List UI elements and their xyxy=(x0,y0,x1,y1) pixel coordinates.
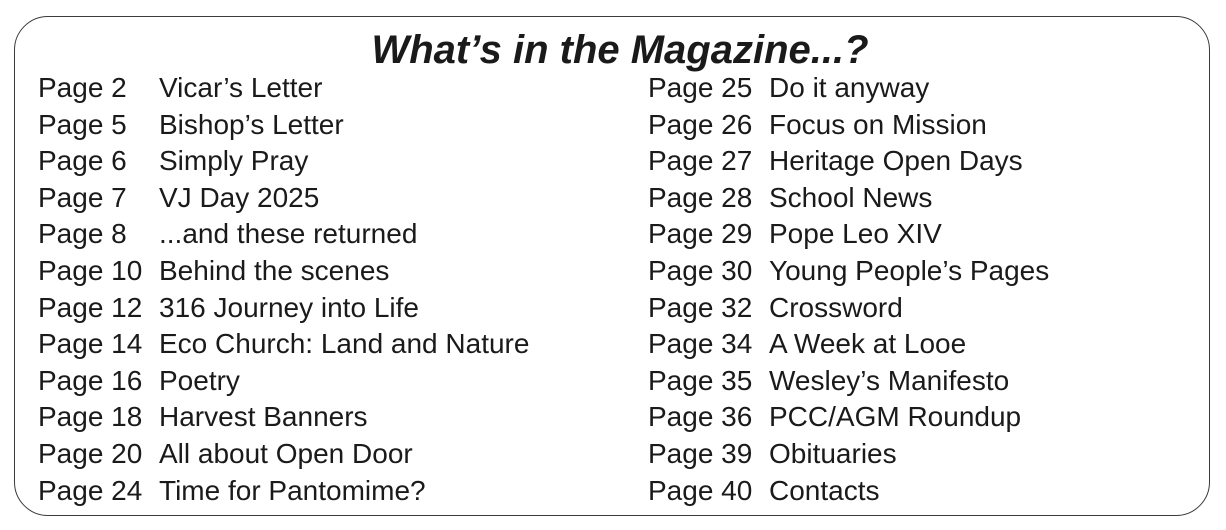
contents-entry xyxy=(38,290,529,327)
contents-entry xyxy=(648,326,1049,363)
contents-entry xyxy=(38,326,529,363)
contents-entry xyxy=(648,399,1049,436)
article-title: Focus on Mission xyxy=(769,108,987,140)
article-title: Pope Leo XIV xyxy=(769,218,942,250)
article-title: Behind the scenes xyxy=(159,254,390,286)
contents-entry xyxy=(38,473,529,510)
article-title: Contacts xyxy=(769,474,880,506)
article-title: VJ Day 2025 xyxy=(159,181,320,213)
contents-left-column xyxy=(38,70,529,509)
page-number: Page 7 xyxy=(38,181,127,213)
page-number: Page 5 xyxy=(38,108,127,140)
article-title: Simply Pray xyxy=(159,145,309,177)
article-title: Poetry xyxy=(159,364,240,396)
contents-entry xyxy=(648,70,1049,107)
contents-entry xyxy=(38,107,529,144)
article-title: Wesley’s Manifesto xyxy=(769,364,1010,396)
contents-entry xyxy=(38,180,529,217)
page-number: Page 20 xyxy=(38,437,143,469)
article-title: All about Open Door xyxy=(159,437,413,469)
page-number: Page 26 xyxy=(648,108,753,140)
article-title: 316 Journey into Life xyxy=(159,291,419,323)
page-number: Page 32 xyxy=(648,291,753,323)
page-number: Page 28 xyxy=(648,181,753,213)
article-title: Harvest Banners xyxy=(159,401,368,433)
contents-entry xyxy=(38,253,529,290)
article-title: A Week at Looe xyxy=(769,328,967,360)
contents-entry xyxy=(648,436,1049,473)
article-title: Crossword xyxy=(769,291,903,323)
contents-entry xyxy=(648,473,1049,510)
contents-entry xyxy=(648,180,1049,217)
page-number: Page 16 xyxy=(38,364,143,396)
page-number: Page 6 xyxy=(38,145,127,177)
contents-entry xyxy=(648,363,1049,400)
contents-title: What’s in the Magazine...? xyxy=(371,28,869,72)
page-number: Page 25 xyxy=(648,72,753,103)
article-title: Vicar’s Letter xyxy=(159,72,323,103)
article-title: Time for Pantomime? xyxy=(159,474,426,506)
contents-right-column xyxy=(648,70,1049,509)
page-number: Page 12 xyxy=(38,291,143,323)
page-number: Page 27 xyxy=(648,145,753,177)
article-title: ...and these returned xyxy=(159,218,418,250)
page-number: Page 40 xyxy=(648,474,753,506)
contents-entry xyxy=(648,253,1049,290)
contents-entry xyxy=(38,436,529,473)
contents-entry xyxy=(648,290,1049,327)
page-number: Page 35 xyxy=(648,364,753,396)
page-number: Page 36 xyxy=(648,401,753,433)
page-number: Page 29 xyxy=(648,218,753,250)
page-number: Page 8 xyxy=(38,218,127,250)
contents-entry xyxy=(38,399,529,436)
article-title: Do it anyway xyxy=(769,72,930,103)
contents-entry xyxy=(648,216,1049,253)
article-title: Bishop’s Letter xyxy=(159,108,344,140)
page-number: Page 30 xyxy=(648,254,753,286)
article-title: Eco Church: Land and Nature xyxy=(159,328,530,360)
page-number: Page 2 xyxy=(38,72,127,103)
page-number: Page 39 xyxy=(648,437,753,469)
article-title: Heritage Open Days xyxy=(769,145,1023,177)
contents-entry xyxy=(38,363,529,400)
article-title: School News xyxy=(769,181,933,213)
page-number: Page 14 xyxy=(38,328,143,360)
page-number: Page 18 xyxy=(38,401,143,433)
page-number: Page 34 xyxy=(648,328,753,360)
contents-entry xyxy=(38,216,529,253)
contents-entry xyxy=(648,107,1049,144)
page-number: Page 24 xyxy=(38,474,143,506)
article-title: Obituaries xyxy=(769,437,897,469)
contents-entry xyxy=(38,70,529,107)
contents-entry xyxy=(38,143,529,180)
page-number: Page 10 xyxy=(38,254,143,286)
article-title: Young People’s Pages xyxy=(769,254,1050,286)
article-title: PCC/AGM Roundup xyxy=(769,401,1022,433)
contents-entry xyxy=(648,143,1049,180)
